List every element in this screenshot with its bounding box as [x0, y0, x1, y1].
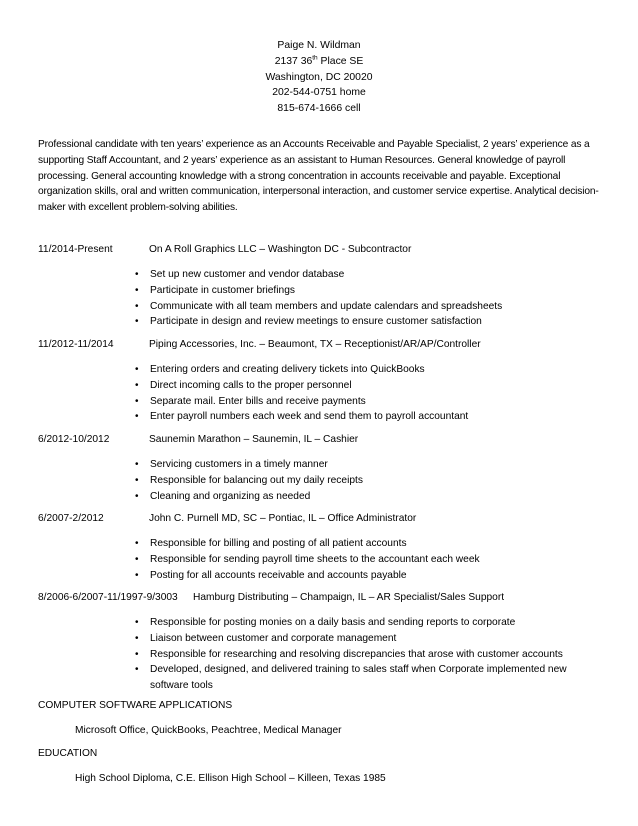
- street-number: 2137 36: [274, 55, 313, 67]
- job-date: 11/2014-Present: [38, 244, 113, 255]
- job-heading: [38, 511, 608, 527]
- list-item: • Responsible for billing and posting of all patient accounts: [135, 536, 608, 552]
- list-item: • Set up new customer and vendor database: [135, 267, 608, 283]
- list-item: • Responsible for researching and resolving discrepancies that arose with customer accounts: [135, 647, 605, 663]
- list-item: • Responsible for sending payroll time sheets to the accountant each week: [135, 552, 608, 568]
- list-item: • Participate in design and review meetings to ensure customer satisfaction: [135, 314, 608, 330]
- job-duties: [135, 362, 608, 425]
- list-item: • Participate in customer briefings: [135, 283, 608, 299]
- list-item: • Developed, designed, and delivered training to sales staff when Corporate implemented new software tools: [135, 662, 605, 694]
- list-item: • Servicing customers in a timely manner: [135, 457, 608, 473]
- list-item: • Separate mail. Enter bills and receive payments: [135, 394, 608, 410]
- job-date: 6/2012-10/2012: [38, 434, 110, 445]
- education-detail: High School Diploma, C.E. Ellison High School – Killeen, Texas 1985: [75, 773, 386, 784]
- software-heading: COMPUTER SOFTWARE APPLICATIONS: [38, 700, 233, 711]
- job-date: 8/2006-6/2007-11/1997-9/3003: [38, 592, 178, 603]
- list-item: • Enter payroll numbers each week and send them to payroll accountant: [135, 409, 608, 425]
- list-item: • Liaison between customer and corporate management: [135, 631, 605, 647]
- list-item: • Responsible for posting monies on a daily basis and sending reports to corporate: [135, 615, 605, 631]
- street-name: Place SE: [317, 55, 364, 67]
- list-item: • Cleaning and organizing as needed: [135, 489, 608, 505]
- home-phone: 202-544-0751 home: [272, 87, 366, 99]
- job-date: 11/2012-11/2014: [38, 339, 114, 350]
- list-item: • Posting for all accounts receivable and accounts payable: [135, 568, 608, 584]
- job-heading: [38, 337, 608, 353]
- cell-phone: 815-674-1666 cell: [277, 103, 361, 115]
- software-list: Microsoft Office, QuickBooks, Peachtree, Medical Manager: [75, 725, 342, 736]
- job-entry: [38, 590, 608, 694]
- list-item: • Direct incoming calls to the proper personnel: [135, 378, 608, 394]
- list-item: • Entering orders and creating delivery tickets into QuickBooks: [135, 362, 608, 378]
- job-heading: [38, 432, 608, 448]
- education-heading: EDUCATION: [38, 748, 98, 759]
- job-duties: [135, 615, 605, 694]
- professional-summary: Professional candidate with ten years’ experience as an Accounts Receivable and Payable Specialist, 2 years’ experience as a supporting Staff Accountant, and 2 years’ experience as an assistant to Human Resources. General knowledge of payroll processing. General accounting knowledge with a strong concentration in accounts receivable and payable. Exceptional organization skills, oral and written communication, interpersonal interaction, and customer service expertise. Analytical decision-maker with excellent problem-solving abilities.: [38, 139, 599, 214]
- job-entry: [38, 511, 608, 583]
- job-title: Saunemin Marathon – Saunemin, IL – Cashier: [149, 434, 359, 445]
- job-duties: [135, 536, 608, 583]
- job-entry: [38, 432, 608, 504]
- job-entry: [38, 337, 608, 425]
- list-item: • Responsible for balancing out my daily receipts: [135, 473, 608, 489]
- job-entry: [38, 242, 608, 330]
- city-state-zip: Washington, DC 20020: [265, 71, 373, 83]
- job-date: 6/2007-2/2012: [38, 513, 104, 524]
- contact-header: [0, 38, 638, 117]
- street-ordinal-suffix: th: [312, 54, 318, 62]
- street-address: [0, 54, 638, 70]
- job-duties: [135, 457, 608, 504]
- job-title: On A Roll Graphics LLC – Washington DC - Subcontractor: [149, 244, 412, 255]
- job-title: Piping Accessories, Inc. – Beaumont, TX – Receptionist/AR/AP/Controller: [149, 339, 481, 350]
- list-item: • Communicate with all team members and update calendars and spreadsheets: [135, 299, 608, 315]
- candidate-name: Paige N. Wildman: [277, 40, 361, 51]
- job-heading: [38, 590, 608, 606]
- job-title: John C. Purnell MD, SC – Pontiac, IL – Office Administrator: [149, 513, 417, 524]
- job-duties: [135, 267, 608, 330]
- job-title: Hamburg Distributing – Champaign, IL – AR Specialist/Sales Support: [193, 592, 505, 603]
- job-heading: [38, 242, 608, 258]
